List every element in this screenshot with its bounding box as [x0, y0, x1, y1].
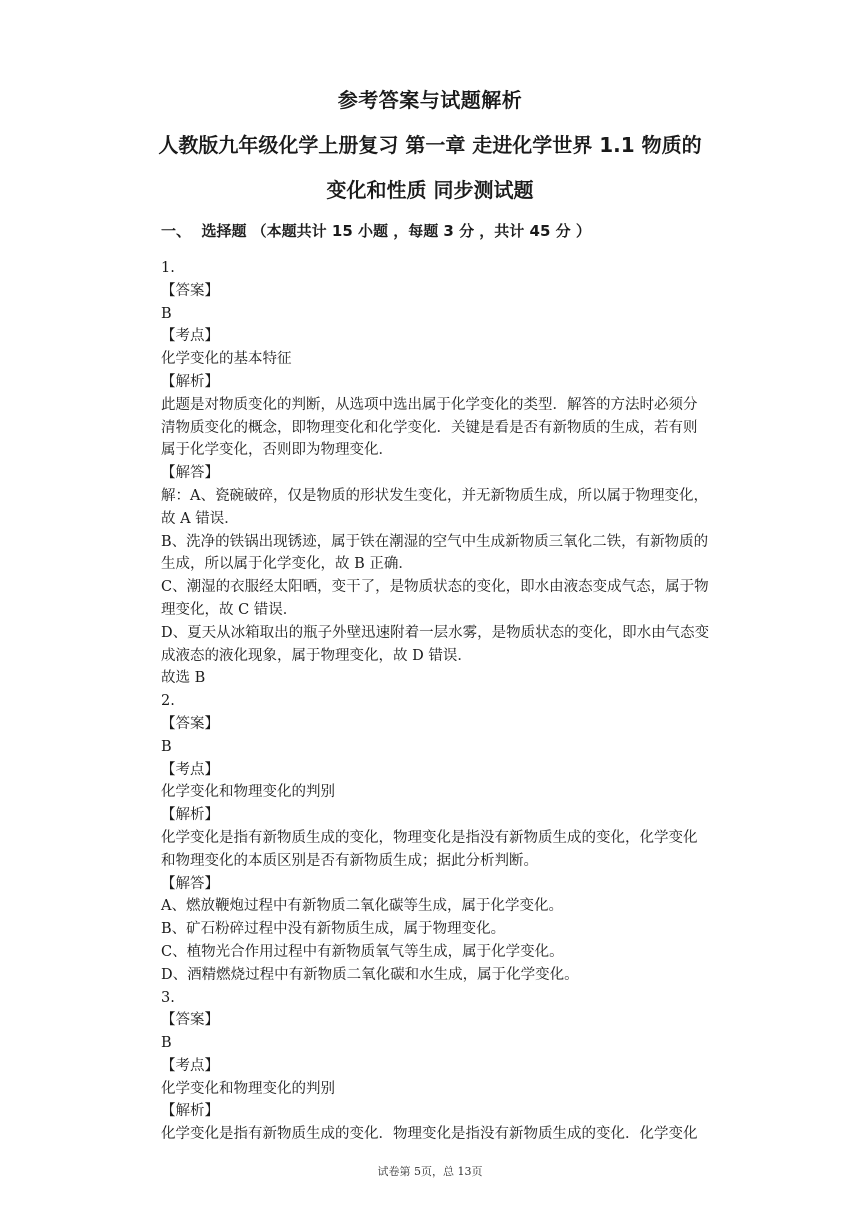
text-line: 此题是对物质变化的判断，从选项中选出属于化学变化的类型．解答的方法时必须分 — [161, 396, 698, 413]
text-line: 【考点】 — [161, 1057, 219, 1074]
text-line: 【解答】 — [161, 875, 219, 892]
text-line: 【解析】 — [161, 1103, 219, 1120]
text-line: 化学变化是指有新物质生成的变化，物理变化是指没有新物质生成的变化，化学变化 — [161, 829, 698, 846]
text-line: 【答案】 — [161, 282, 219, 299]
text-line: 【解答】 — [161, 465, 219, 482]
text-line: 化学变化和物理变化的判别 — [161, 1080, 335, 1097]
text-line: 成液态的液化现象，属于物理变化，故 D 错误． — [161, 647, 472, 664]
text-line: 【考点】 — [161, 328, 219, 345]
document-subtitle-line-1: 人教版九年级化学上册复习 第一章 走进化学世界 1.1 物质的 — [158, 133, 702, 157]
text-line: 2. — [161, 693, 175, 710]
text-line: D、酒精燃烧过程中有新物质二氧化碳和水生成，属于化学变化。 — [161, 966, 579, 983]
text-line: 生成，所以属于化学变化，故 B 正确． — [161, 556, 413, 573]
text-line: B、矿石粉碎过程中没有新物质生成，属于物理变化。 — [161, 921, 506, 938]
document-subtitle-line-2: 变化和性质 同步测试题 — [326, 178, 534, 202]
text-line: B — [161, 305, 172, 322]
text-line: 属于化学变化，否则即为物理变化． — [161, 442, 393, 459]
text-line: 化学变化是指有新物质生成的变化．物理变化是指没有新物质生成的变化．化学变化 — [161, 1126, 698, 1143]
text-line: 化学变化的基本特征 — [161, 351, 292, 368]
text-line: 和物理变化的本质区别是否有新物质生成；据此分析判断。 — [161, 852, 538, 869]
text-line: 故 A 错误． — [161, 510, 239, 527]
text-line: B、洗净的铁锅出现锈迹，属于铁在潮湿的空气中生成新物质三氧化二铁，有新物质的 — [161, 533, 709, 550]
text-line: 【答案】 — [161, 1012, 219, 1029]
text-line: 3. — [161, 989, 175, 1006]
text-line: 【解析】 — [161, 373, 219, 390]
text-line: 故选 B — [161, 670, 206, 687]
text-line: A、燃放鞭炮过程中有新物质二氧化碳等生成，属于化学变化。 — [161, 898, 563, 915]
text-line: 解：A、瓷碗破碎，仅是物质的形状发生变化，并无新物质生成，所以属于物理变化， — [161, 487, 708, 504]
text-line: 1. — [161, 260, 175, 276]
text-line: B — [161, 738, 172, 755]
text-line: D、夏天从冰箱取出的瓶子外壁迅速附着一层水雾，是物质状态的变化，即水由气态变 — [161, 624, 710, 641]
answer-body — [161, 257, 741, 1146]
text-line: C、植物光合作用过程中有新物质氧气等生成，属于化学变化。 — [161, 943, 564, 960]
text-line: C、潮湿的衣服经太阳晒，变干了，是物质状态的变化，即水由液态变成气态，属于物 — [161, 579, 709, 596]
text-line: 化学变化和物理变化的判别 — [161, 784, 335, 801]
text-line: B — [161, 1035, 172, 1052]
text-line: 【答案】 — [161, 715, 219, 732]
text-line: 理变化，故 C 错误． — [161, 601, 298, 618]
text-line: 清物质变化的概念，即物理变化和化学变化．关键是看是否有新物质的生成，若有则 — [161, 419, 698, 436]
page-footer: 试卷第 5页，总 13页 — [377, 1165, 483, 1178]
section-heading: 一、 选择题 （本题共计 15 小题 ，每题 3 分 ，共计 45 分 ） — [161, 222, 591, 240]
page-title: 参考答案与试题解析 — [337, 88, 523, 112]
text-line: 【解析】 — [161, 807, 219, 824]
text-line: 【考点】 — [161, 761, 219, 778]
